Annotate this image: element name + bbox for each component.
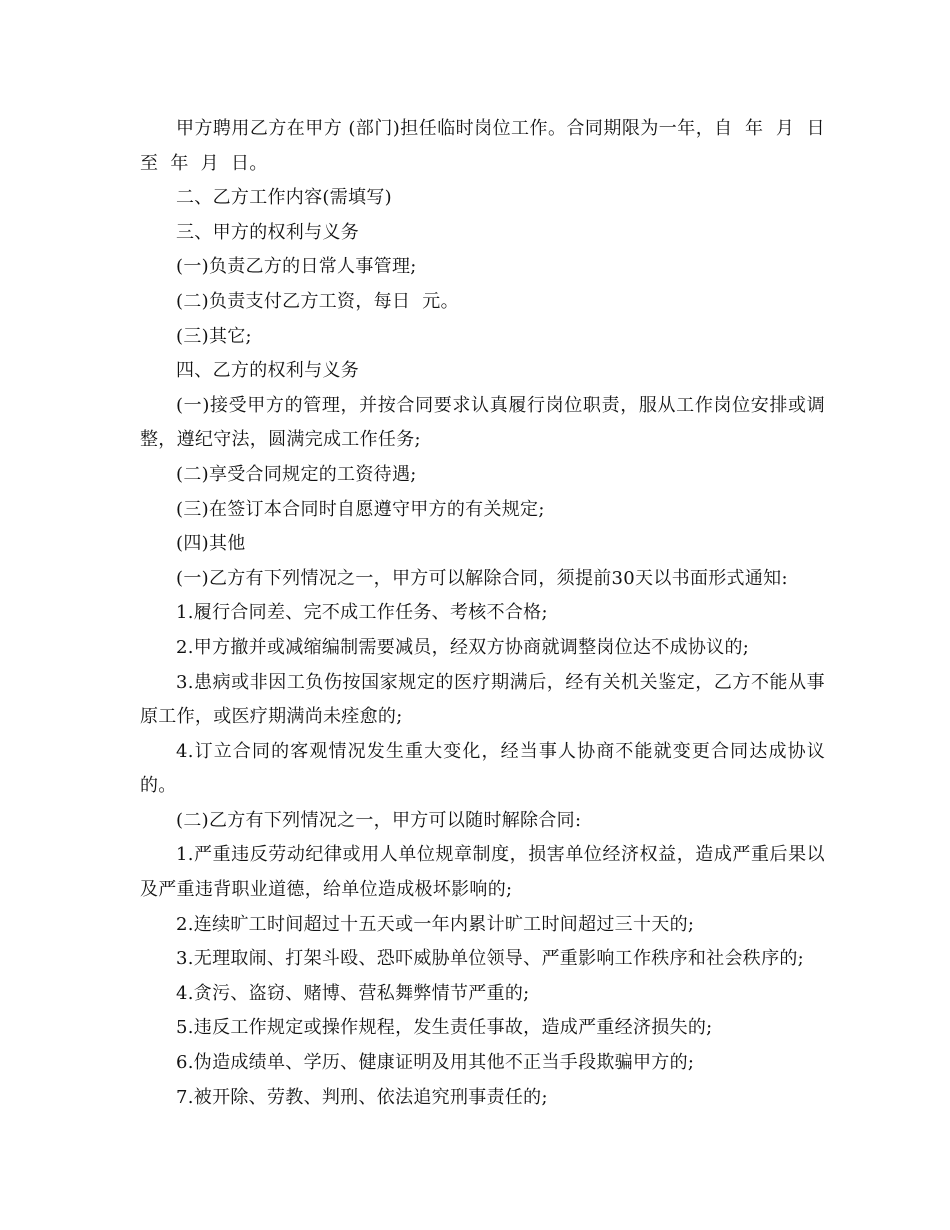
paragraph-party-b-item-1: (一)接受甲方的管理，并按合同要求认真履行岗位职责，服从工作岗位安排或调整，遵纪守法，圆满完成工作任务; [140,394,825,451]
list-item: 1.严重违反劳动纪律或用人单位规章制度，损害单位经济权益，造成严重后果以及严重违背职业道德，给单位造成极坏影响的; [140,844,825,901]
paragraph-party-a-item-1: (一)负责乙方的日常人事管理; [176,256,417,278]
paragraph-termination-notice: (一)乙方有下列情况之一，甲方可以解除合同，须提前30天以书面形式通知: [176,567,788,589]
paragraph-party-b-item-2: (二)享受合同规定的工资待遇; [176,463,417,485]
paragraph-termination-immediate: (二)乙方有下列情况之一，甲方可以随时解除合同: [176,809,582,831]
list-item: 4.贪污、盗窃、赌博、营私舞弊情节严重的; [176,982,530,1004]
list-item: 2.甲方撤并或减缩编制需要减员，经双方协商就调整岗位达不成协议的; [176,636,750,658]
document-body [140,112,825,1115]
list-item: 6.伪造成绩单、学历、健康证明及用其他不正当手段欺骗甲方的; [176,1052,695,1074]
paragraph-party-a-item-2: (二)负责支付乙方工资，每日 元。 [176,290,459,312]
list-item: 5.违反工作规定或操作规程，发生责任事故，造成严重经济损失的; [176,1017,713,1039]
paragraph-party-a-item-3: (三)其它; [176,325,252,347]
list-item: 1.履行合同差、完不成工作任务、考核不合格; [176,602,548,624]
list-item: 7.被开除、劳教、判刑、依法追究刑事责任的; [176,1086,548,1108]
heading-section-4: 四、乙方的权利与义务 [176,360,359,382]
heading-section-2: 二、乙方工作内容(需填写) [176,187,392,209]
list-item: 3.患病或非因工负伤按国家规定的医疗期满后，经有关机关鉴定，乙方不能从事原工作，或医疗期满尚未痊愈的; [140,671,825,728]
paragraph-party-b-item-4: (四)其他 [176,533,246,555]
heading-section-3: 三、甲方的权利与义务 [176,221,359,243]
paragraph-employment-term: 甲方聘用乙方在甲方 (部门)担任临时岗位工作。合同期限为一年，自 年 月 日至 年 月 日。 [140,118,825,174]
paragraph-party-b-item-3: (三)在签订本合同时自愿遵守甲方的有关规定; [176,498,545,520]
list-item: 4.订立合同的客观情况发生重大变化，经当事人协商不能就变更合同达成协议的。 [140,740,825,797]
list-item: 2.连续旷工时间超过十五天或一年内累计旷工时间超过三十天的; [176,913,695,935]
list-item: 3.无理取闹、打架斗殴、恐吓威胁单位领导、严重影响工作秩序和社会秩序的; [176,948,805,970]
